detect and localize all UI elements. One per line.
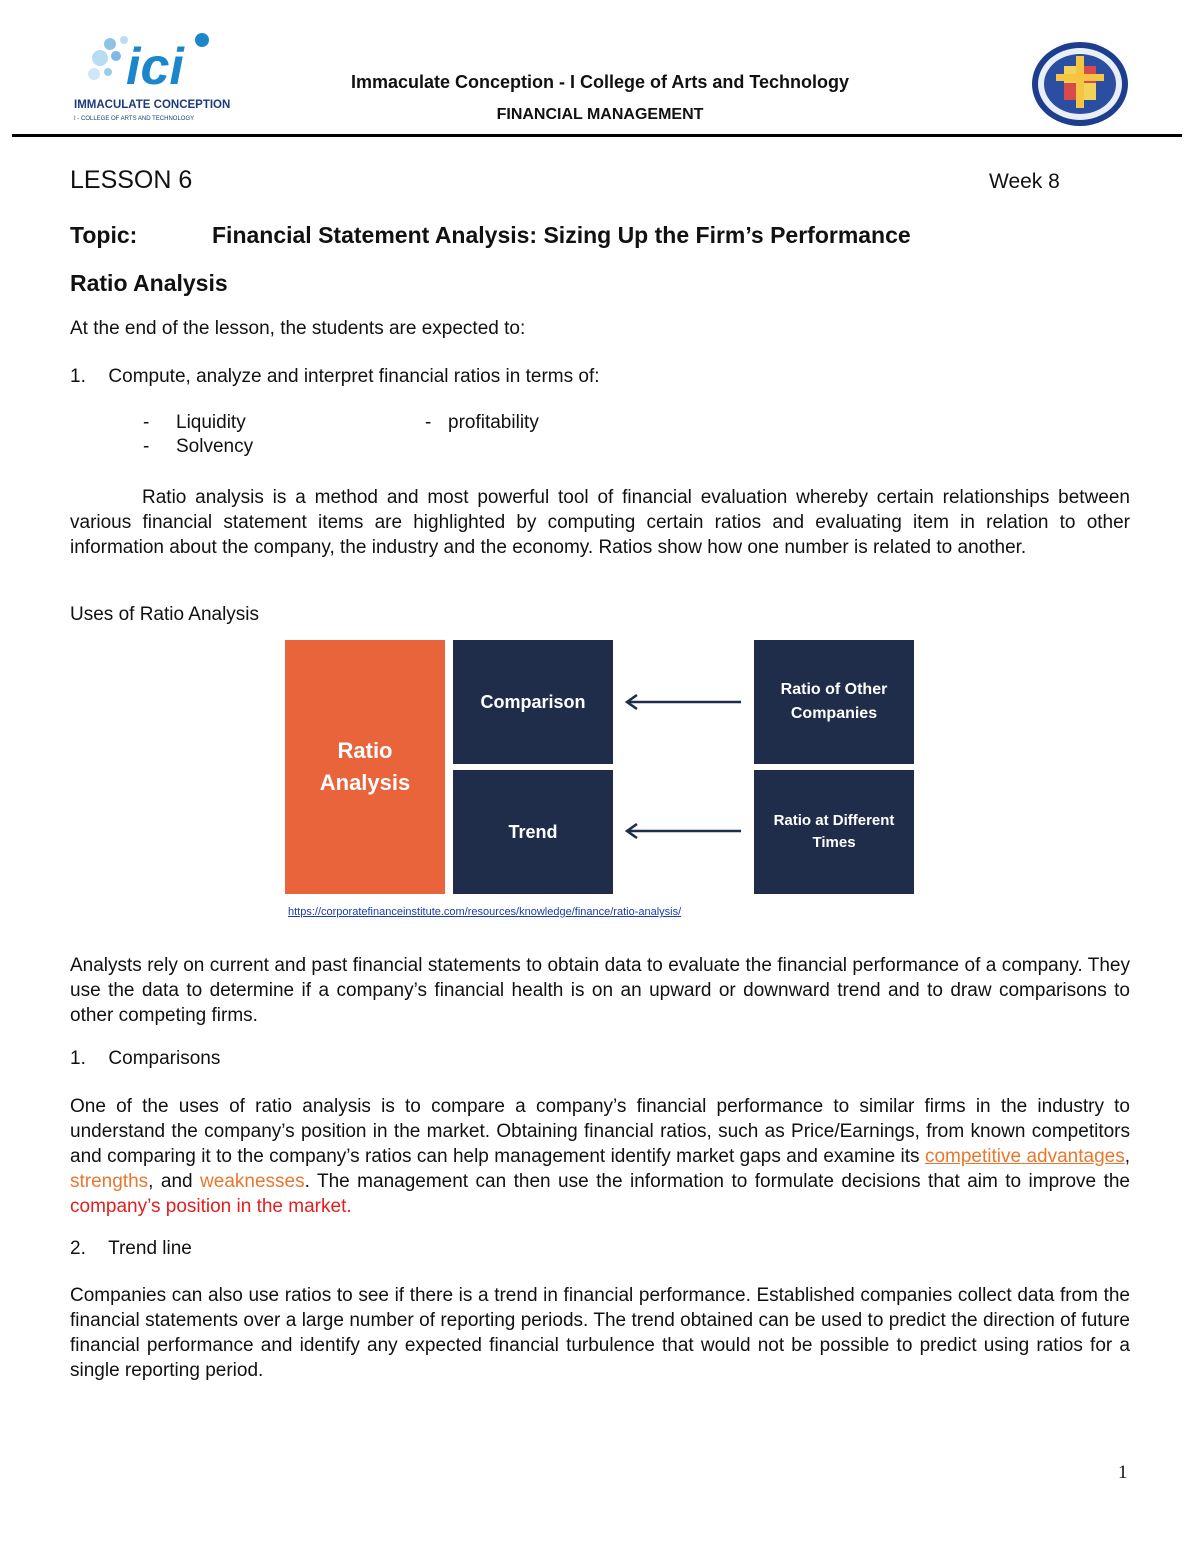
ratio-analysis-line1: Ratio xyxy=(337,738,393,763)
weaknesses-link[interactable]: weaknesses xyxy=(200,1171,305,1192)
arrow-left-icon xyxy=(623,821,745,841)
uses-heading: Uses of Ratio Analysis xyxy=(70,604,260,625)
trend-box xyxy=(453,770,613,894)
bullet-solvency: Solvency xyxy=(176,436,254,457)
svg-text:IMMACULATE CONCEPTION: IMMACULATE CONCEPTION xyxy=(74,99,230,111)
source-link[interactable]: https://corporatefinanceinstitute.com/resources/knowledge/finance/ratio-analysis/ xyxy=(288,906,682,918)
analysts-paragraph: Analysts rely on current and past financial statements to obtain data to evaluate the financial performance of a company. They use the data to determine if a company’s financial health is on an upward or downward trend and to draw comparisons to other competing firms. xyxy=(70,955,1130,1026)
section-title: Comparisons xyxy=(108,1048,221,1069)
comparisons-text: One of the uses of ratio analysis is to compare a company’s financial performance to similar firms in the industry to understand the company’s position in the market. Obtaining financial ratios, such as Price/Earnings, from known competitors and comparing it to the company’s ratios can help management identify market gaps and examine its xyxy=(70,1096,1130,1167)
definition-paragraph: Ratio analysis is a method and most powerful tool of financial evaluation whereby certain relationships between various financial statement items are highlighted by computing certain ratios and evaluating item in relation to other information about the company, the industry and the economy. Ratios show how one number is related to another. xyxy=(70,487,1130,558)
header-divider xyxy=(12,134,1182,137)
section-number: 2. xyxy=(70,1238,86,1259)
topic-label: Topic: xyxy=(70,222,138,248)
different-times-line1: Ratio at Different xyxy=(773,812,895,829)
other-companies-box xyxy=(754,640,914,764)
week-label: Week 8 xyxy=(989,170,1060,193)
separator: , xyxy=(1124,1146,1130,1167)
intro-text: At the end of the lesson, the students are expected to: xyxy=(70,318,526,339)
bullet-profitability: profitability xyxy=(448,412,539,433)
comparisons-paragraph xyxy=(70,1094,1130,1219)
institution-name: Immaculate Conception - I College of Arts and Technology xyxy=(350,72,850,92)
competitive-advantages-link[interactable]: competitive advantages xyxy=(924,1146,1125,1167)
trend-label: Trend xyxy=(508,821,558,842)
page-number: 1 xyxy=(1118,1462,1128,1483)
ratio-analysis-diagram xyxy=(285,640,915,894)
strengths-link[interactable]: strengths xyxy=(70,1171,149,1192)
ratio-analysis-box xyxy=(285,640,445,894)
section-trend-heading xyxy=(70,1238,192,1260)
separator: , and xyxy=(148,1171,201,1192)
objective-number: 1. xyxy=(70,366,86,387)
section-heading: Ratio Analysis xyxy=(70,270,228,296)
course-name: FINANCIAL MANAGEMENT xyxy=(496,106,704,123)
svg-text:I - COLLEGE OF ARTS AND TECHNO: I - COLLEGE OF ARTS AND TECHNOLOGY xyxy=(74,116,195,122)
college-seal xyxy=(1030,40,1130,128)
other-companies-line2: Companies xyxy=(790,705,878,722)
different-times-box xyxy=(754,770,914,894)
comparisons-text: . The management can then use the information to formulate decisions that aim to improve the xyxy=(304,1171,1130,1192)
comparison-label: Comparison xyxy=(480,691,586,712)
objective-text: Compute, analyze and interpret financial ratios in terms of: xyxy=(108,366,600,387)
market-position-link[interactable]: company’s position in the market. xyxy=(70,1196,352,1217)
bullet-dash: - xyxy=(143,412,150,433)
topic-title: Financial Statement Analysis: Sizing Up the Firm’s Performance xyxy=(212,222,911,248)
other-companies-line1: Ratio of Other xyxy=(780,681,888,698)
comparison-box xyxy=(453,640,613,764)
bullet-dash: - xyxy=(143,436,150,457)
section-number: 1. xyxy=(70,1048,86,1069)
objective-item xyxy=(70,366,600,388)
arrow-left-icon xyxy=(623,692,745,712)
trend-paragraph: Companies can also use ratios to see if there is a trend in financial performance. Established companies collect data from the financial statements over a large number of reporting periods. The trend obtained can be used to predict the direction of future financial performance and identify any expected financial turbulence that would not be possible to predict using ratios for a single reporting period. xyxy=(70,1285,1130,1381)
different-times-line2: Times xyxy=(812,834,856,851)
ratio-analysis-line2: Analysis xyxy=(319,770,411,795)
svg-text:ici: ici xyxy=(126,38,184,96)
bullet-liquidity: Liquidity xyxy=(176,412,246,433)
lesson-number: LESSON 6 xyxy=(70,166,193,194)
section-title: Trend line xyxy=(108,1238,192,1259)
section-comparisons-heading xyxy=(70,1048,220,1070)
bullet-dash: - xyxy=(425,412,432,433)
